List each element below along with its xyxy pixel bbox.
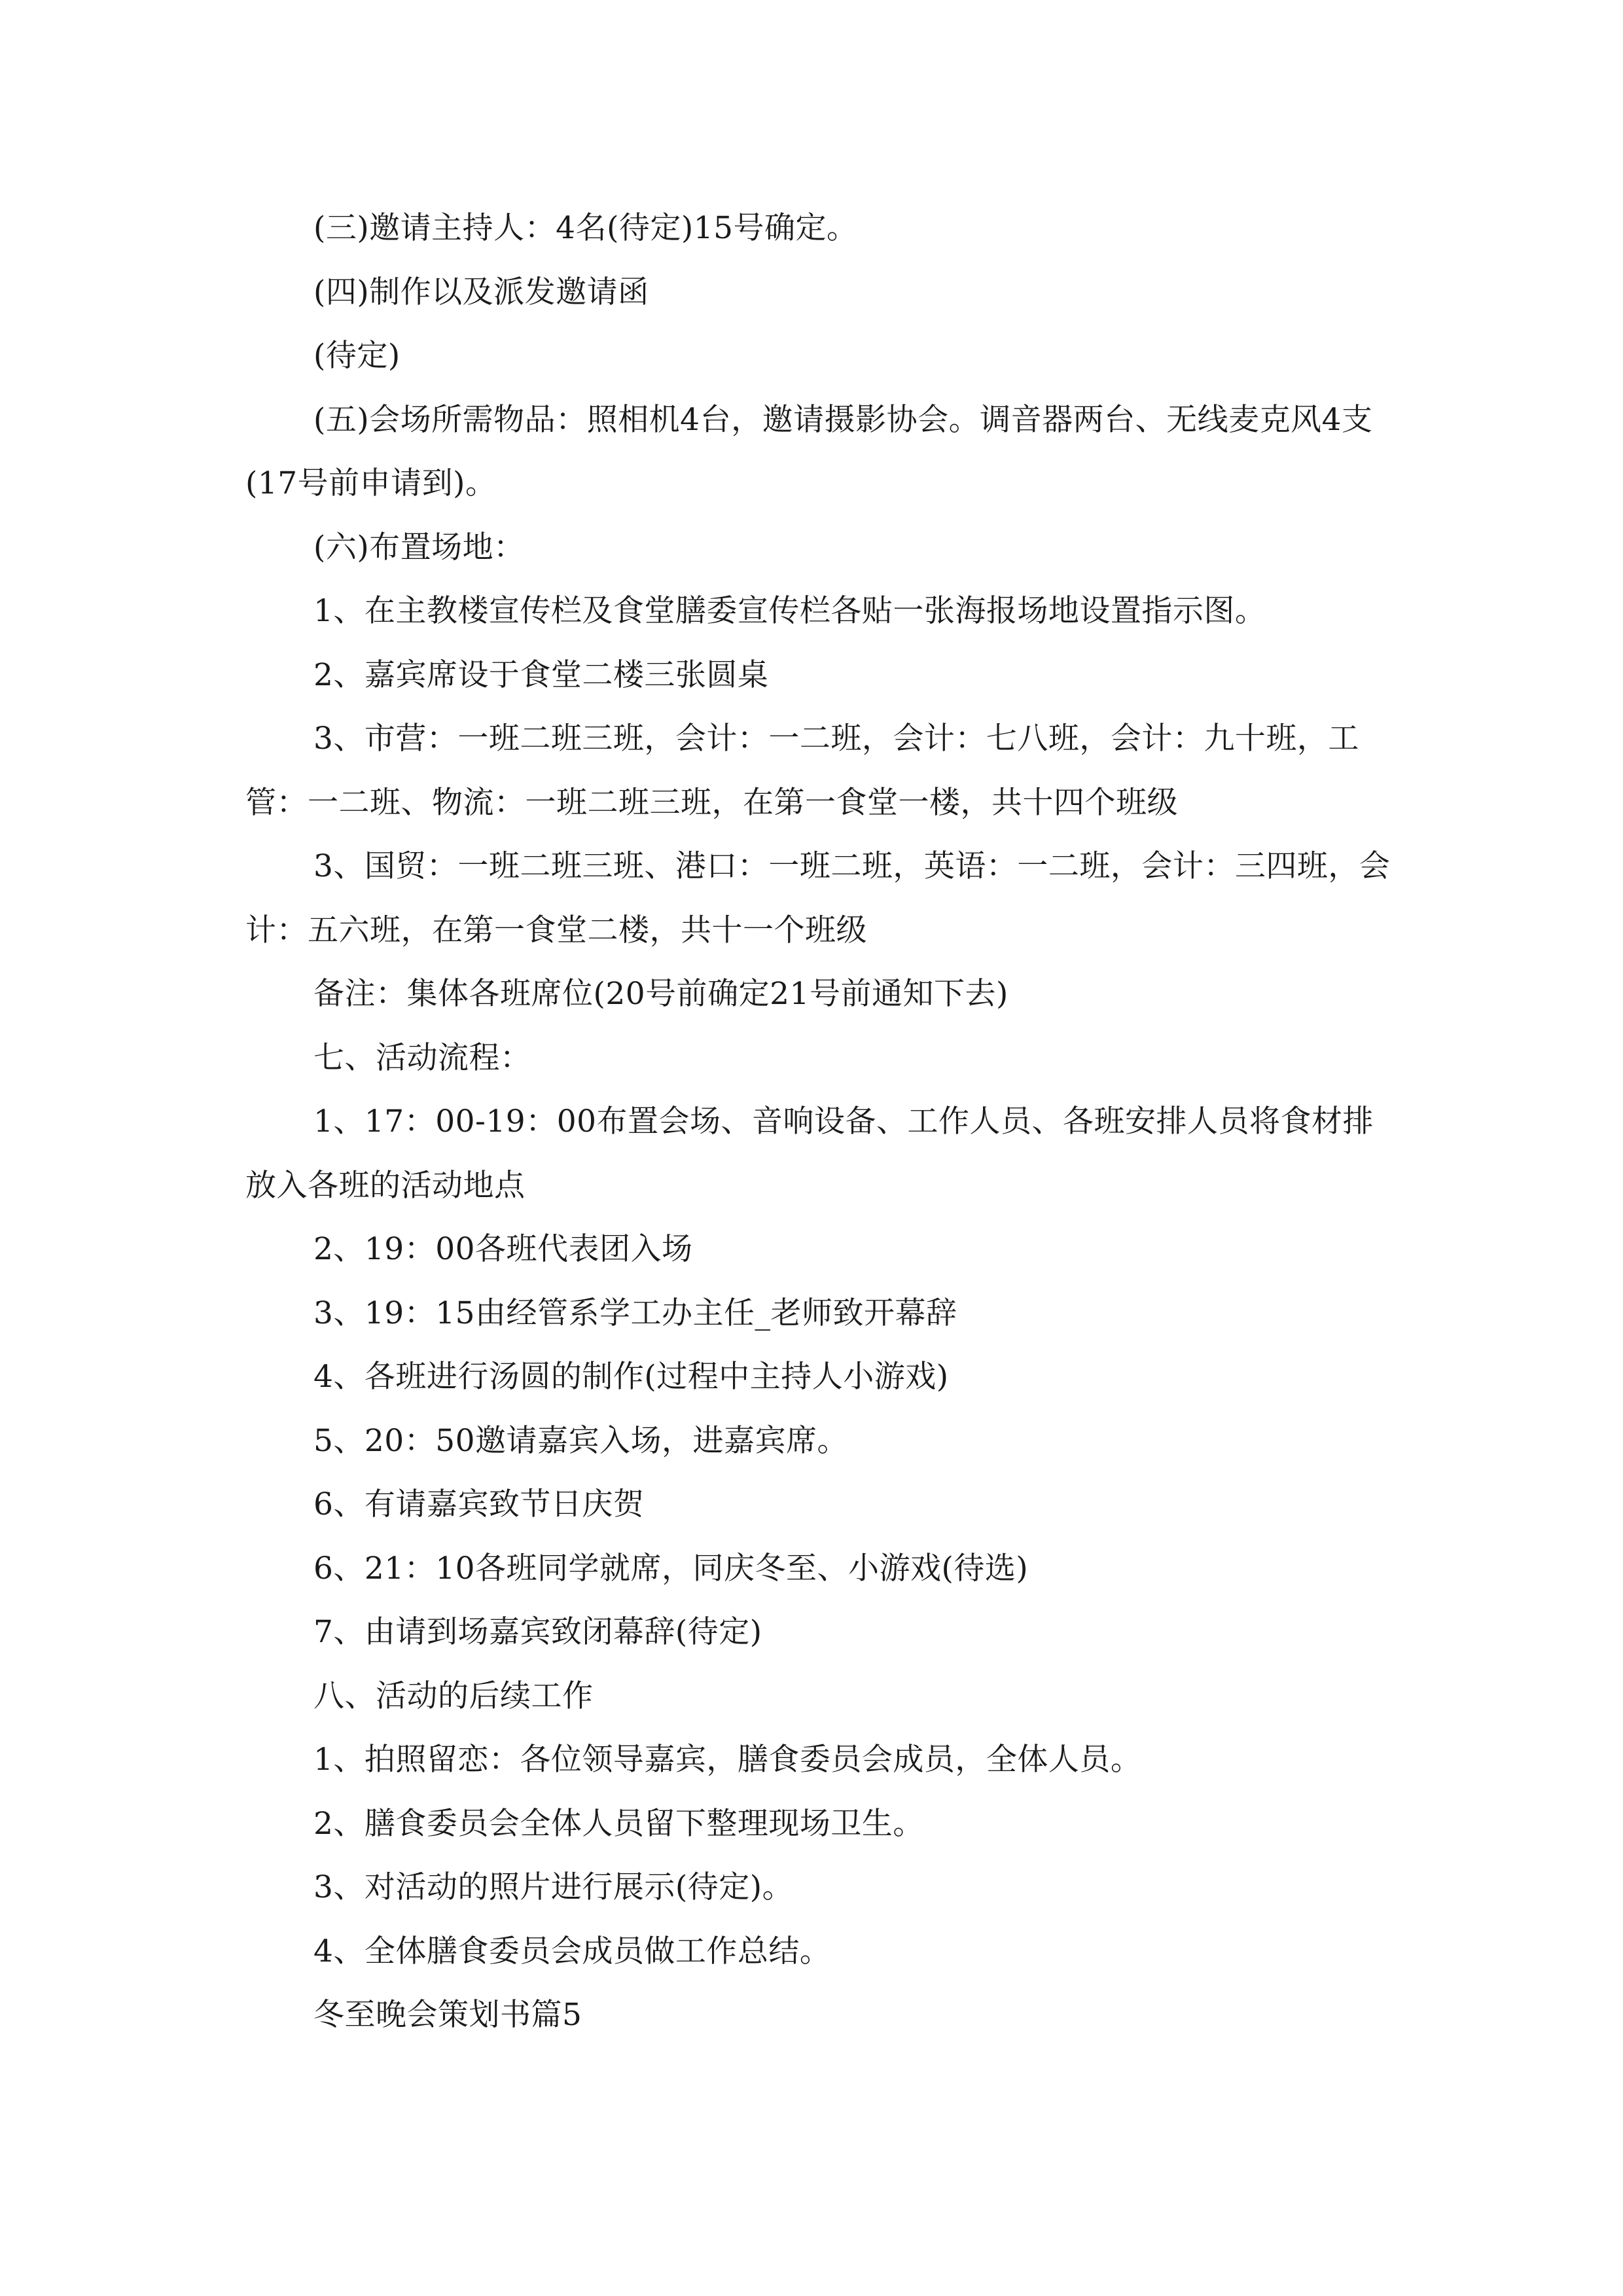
paragraph: 备注：集体各班席位(20号前确定21号前通知下去) bbox=[313, 976, 1008, 1012]
paragraph: 6、有请嘉宾致节日庆贺 bbox=[313, 1486, 645, 1522]
paragraph: 4、全体膳食委员会成员做工作总结。 bbox=[313, 1933, 831, 1969]
paragraph: 6、21：10各班同学就席，同庆冬至、小游戏(待选) bbox=[313, 1550, 1029, 1587]
paragraph: 4、各班进行汤圆的制作(过程中主持人小游戏) bbox=[313, 1359, 949, 1395]
paragraph: (三)邀请主持人：4名(待定)15号确定。 bbox=[313, 210, 858, 246]
paragraph: 七、活动流程： bbox=[313, 1039, 531, 1076]
document-body bbox=[245, 196, 1397, 2047]
paragraph: 3、19：15由经管系学工办主任_老师致开幕辞 bbox=[313, 1295, 957, 1331]
paragraph: 7、由请到场嘉宾致闭幕辞(待定) bbox=[313, 1614, 762, 1650]
paragraph: (待定) bbox=[313, 338, 401, 374]
paragraph: (五)会场所需物品：照相机4台，邀请摄影协会。调音器两台、无线麦克风4支(17号前申请到)。 bbox=[245, 401, 1373, 501]
paragraph: 2、嘉宾席设于食堂二楼三张圆桌 bbox=[313, 656, 769, 693]
section-heading: 冬至晚会策划书篇5 bbox=[313, 1997, 582, 2033]
paragraph: 2、19：00各班代表团入场 bbox=[313, 1231, 693, 1267]
paragraph: 3、市营：一班二班三班，会计：一二班，会计：七八班，会计：九十班，工管：一二班、物流：一班二班三班，在第一食堂一楼，共十四个班级 bbox=[245, 721, 1359, 821]
paragraph: 5、20：50邀请嘉宾入场，进嘉宾席。 bbox=[313, 1422, 849, 1459]
paragraph: (六)布置场地： bbox=[313, 529, 525, 565]
paragraph: 2、膳食委员会全体人员留下整理现场卫生。 bbox=[313, 1805, 924, 1842]
paragraph: 1、17：00-19：00布置会场、音响设备、工作人员、各班安排人员将食材排放入各班的活动地点 bbox=[245, 1103, 1374, 1204]
paragraph: 3、国贸：一班二班三班、港口：一班二班，英语：一二班，会计：三四班，会计：五六班，在第一食堂二楼，共十一个班级 bbox=[245, 848, 1391, 948]
paragraph: 1、在主教楼宣传栏及食堂膳委宣传栏各贴一张海报场地设置指示图。 bbox=[313, 593, 1266, 629]
paragraph: 八、活动的后续工作 bbox=[313, 1677, 594, 1714]
paragraph: 1、拍照留恋：各位领导嘉宾，膳食委员会成员，全体人员。 bbox=[313, 1742, 1142, 1778]
paragraph: (四)制作以及派发邀请函 bbox=[313, 274, 649, 310]
paragraph: 3、对活动的照片进行展示(待定)。 bbox=[313, 1869, 794, 1905]
